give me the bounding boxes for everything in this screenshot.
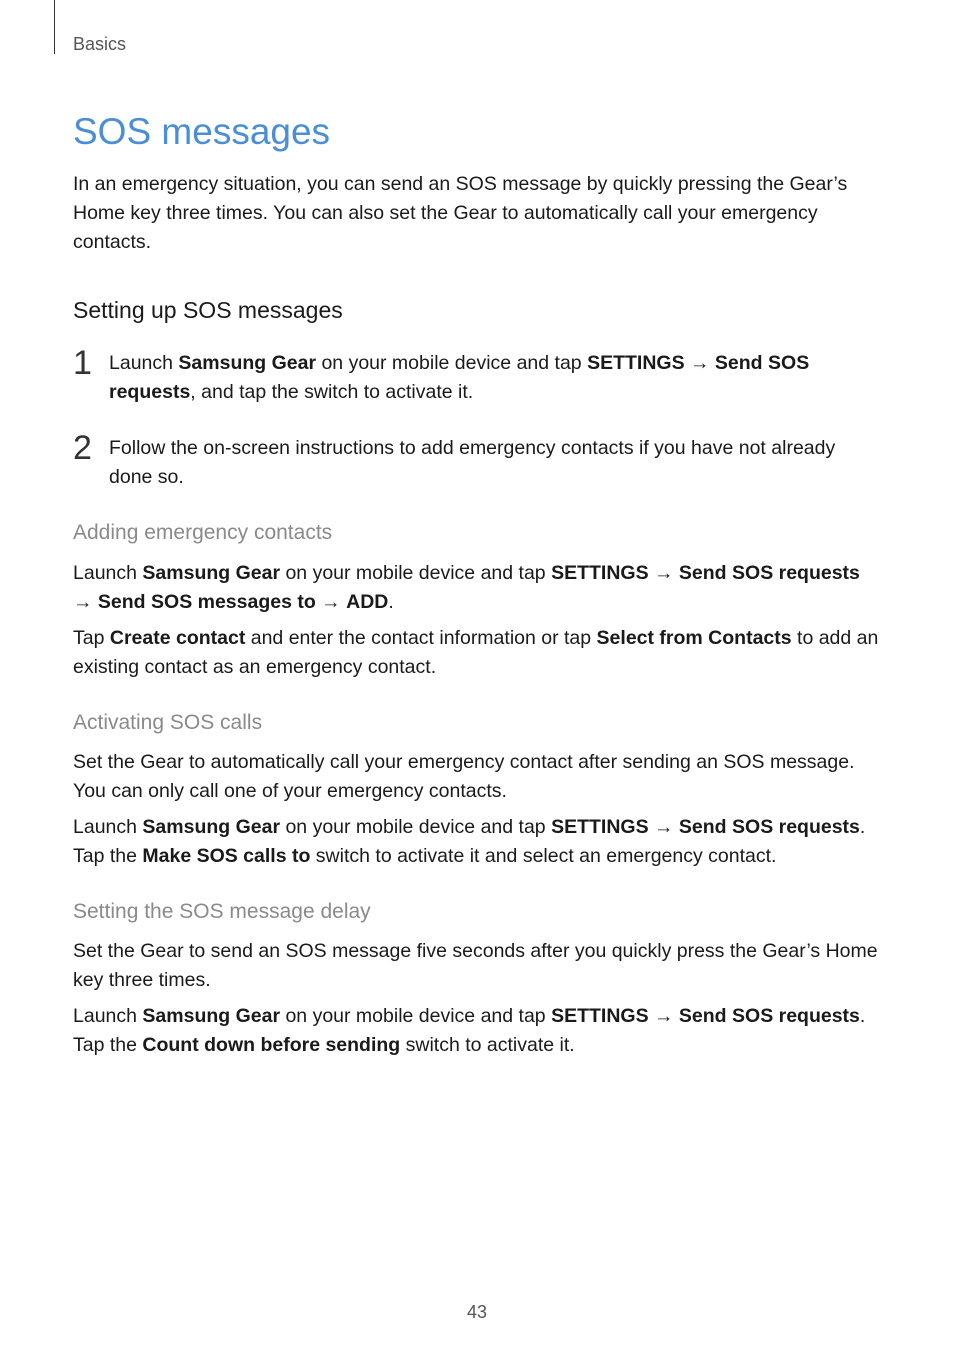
text-run: , and tap the switch to activate it.	[190, 381, 474, 404]
option-count-down-before-sending: Count down before sending	[142, 1034, 401, 1057]
text-run: to add an existing contact as an emergency contact.	[73, 626, 879, 678]
calls-paragraph-2	[73, 813, 883, 871]
menu-send-sos-requests: Send SOS requests	[678, 1005, 860, 1028]
adding-contacts-section	[73, 519, 883, 681]
text-run: on your mobile device and tap	[316, 352, 588, 375]
text-run: on your mobile device and tap	[280, 815, 552, 838]
app-name: Samsung Gear	[142, 561, 281, 584]
delay-paragraph-1: Set the Gear to send an SOS message five seconds after you quickly press the Gear’s Home key three times.	[73, 940, 878, 992]
text-run: .	[388, 590, 394, 613]
step-2	[73, 429, 883, 492]
page-title: SOS messages	[73, 111, 331, 152]
intro-paragraph: In an emergency situation, you can send an SOS message by quickly pressing the Gear’s Home key three times. You can also set the Gear to automatically call your emergency contacts.	[73, 173, 848, 254]
setup-heading: Setting up SOS messages	[73, 297, 343, 324]
app-name: Samsung Gear	[142, 815, 281, 838]
arrow: →	[648, 561, 679, 584]
calls-paragraph-1: Set the Gear to automatically call your emergency contact after sending an SOS message. You can only call one of your emergency contacts.	[73, 750, 855, 802]
text-run: and enter the contact information or tap	[245, 626, 597, 649]
text-run: Tap	[73, 626, 110, 649]
menu-send-sos-requests: Send SOS requests	[109, 352, 810, 404]
adding-heading: Adding emergency contacts	[73, 521, 333, 545]
app-name: Samsung Gear	[178, 352, 317, 375]
menu-send-sos-requests: Send SOS requests	[678, 561, 860, 584]
arrow: →	[73, 590, 98, 613]
option-select-from-contacts: Select from Contacts	[596, 626, 792, 649]
step-text: Follow the on-screen instructions to add emergency contacts if you have not already done so.	[109, 437, 836, 489]
app-name: Samsung Gear	[142, 1005, 281, 1028]
text-run: . Tap the	[73, 815, 866, 867]
delay-heading: Setting the SOS message delay	[73, 899, 371, 923]
step-number: 2	[73, 429, 92, 468]
text-run: switch to activate it and select an emergency contact.	[310, 844, 777, 867]
setup-steps	[73, 344, 883, 492]
text-run: Launch	[73, 1005, 143, 1028]
arrow: →	[684, 352, 715, 375]
menu-add: ADD	[346, 590, 389, 613]
adding-paragraph-1	[73, 559, 883, 617]
option-create-contact: Create contact	[109, 626, 246, 649]
section-label: Basics	[73, 34, 127, 54]
page-number: 43	[466, 1302, 488, 1322]
menu-send-sos-requests: Send SOS requests	[678, 815, 860, 838]
text-run: switch to activate it.	[400, 1034, 575, 1057]
arrow: →	[648, 1005, 679, 1028]
menu-settings: SETTINGS	[587, 352, 685, 375]
message-delay-section	[73, 898, 883, 1060]
text-run: Launch	[73, 815, 143, 838]
text-run: on your mobile device and tap	[280, 561, 552, 584]
text-run: . Tap the	[73, 1005, 866, 1057]
text-run: Launch	[73, 561, 143, 584]
menu-settings: SETTINGS	[551, 1005, 649, 1028]
menu-settings: SETTINGS	[551, 561, 649, 584]
header-divider-line	[54, 0, 55, 54]
arrow: →	[648, 815, 679, 838]
calls-heading: Activating SOS calls	[73, 710, 263, 734]
text-run: Launch	[109, 352, 179, 375]
step-number: 1	[73, 344, 92, 383]
page-content	[73, 110, 883, 1060]
adding-paragraph-2	[73, 624, 883, 682]
option-make-sos-calls-to: Make SOS calls to	[142, 844, 311, 867]
step-text	[109, 349, 883, 407]
sos-calls-section	[73, 709, 883, 871]
delay-paragraph-2	[73, 1002, 883, 1060]
step-1	[73, 344, 883, 407]
menu-settings: SETTINGS	[551, 815, 649, 838]
text-run: on your mobile device and tap	[280, 1005, 552, 1028]
menu-send-sos-messages-to: Send SOS messages to	[97, 590, 316, 613]
arrow: →	[315, 590, 347, 613]
